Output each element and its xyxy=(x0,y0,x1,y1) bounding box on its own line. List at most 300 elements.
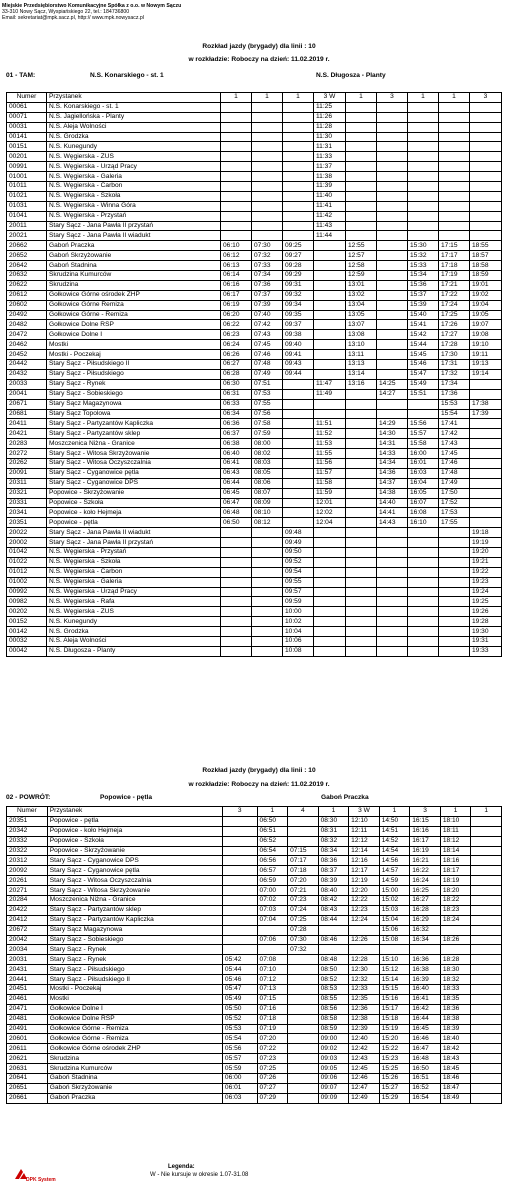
departure-time xyxy=(346,577,377,587)
departure-time xyxy=(252,191,283,201)
departure-time: 11:55 xyxy=(314,449,346,459)
table-row xyxy=(7,172,502,182)
company-address: 33-310 Nowy Sącz, Wyspiańskiego 22, tel.: 184736800 xyxy=(2,9,130,15)
departure-time: 08:31 xyxy=(318,826,349,836)
departure-time xyxy=(252,172,283,182)
departure-time: 16:25 xyxy=(410,886,441,896)
table-row xyxy=(7,1083,502,1093)
stop-number: 20622 xyxy=(7,280,47,290)
departure-time xyxy=(377,320,408,330)
table-row xyxy=(7,577,502,587)
departure-time xyxy=(288,1083,319,1093)
departure-time xyxy=(439,587,470,597)
departure-time xyxy=(221,607,252,617)
departure-time: 19:33 xyxy=(470,646,502,656)
departure-time xyxy=(283,439,314,449)
departure-time: 05:47 xyxy=(222,985,257,995)
departure-time xyxy=(252,152,283,162)
stop-name: N.S. Kunegundy xyxy=(47,142,221,152)
departure-time xyxy=(346,518,377,528)
stop-number: 20311 xyxy=(7,478,47,488)
departure-time: 06:23 xyxy=(221,330,252,340)
table-row xyxy=(7,1064,502,1074)
stop-name: N.S. Węgierska - ZUS xyxy=(47,607,221,617)
departure-time: 12:16 xyxy=(349,856,380,866)
departure-time xyxy=(222,896,257,906)
stop-name: Skrudzina Kumurców xyxy=(47,271,221,281)
departure-time xyxy=(283,142,314,152)
departure-time: 05:44 xyxy=(222,965,257,975)
departure-time: 17:19 xyxy=(439,271,470,281)
departure-time: 16:22 xyxy=(410,866,441,876)
departure-time: 18:11 xyxy=(440,826,471,836)
departure-time xyxy=(439,152,470,162)
departure-time xyxy=(346,468,377,478)
departure-time xyxy=(221,182,252,192)
stop-number: 20271 xyxy=(7,886,48,896)
departure-time: 07:15 xyxy=(257,994,288,1004)
col-header-brigade: 3 xyxy=(470,93,502,103)
departure-time: 15:33 xyxy=(408,261,439,271)
departure-time xyxy=(257,945,288,955)
departure-time: 11:39 xyxy=(314,182,346,192)
col-header-numer: Numer xyxy=(7,93,47,103)
stop-number: 20331 xyxy=(7,498,47,508)
stop-name: Gaboń Praczka xyxy=(47,241,221,251)
stop-number: 20092 xyxy=(7,866,48,876)
departure-time: 11:43 xyxy=(314,221,346,231)
departure-time: 18:23 xyxy=(440,905,471,915)
stop-name: Popowice - pętla xyxy=(47,816,222,826)
stop-number: 20662 xyxy=(7,241,47,251)
departure-time xyxy=(377,251,408,261)
departure-time xyxy=(471,846,502,856)
departure-time xyxy=(377,102,408,112)
departure-time: 07:10 xyxy=(257,965,288,975)
departure-time xyxy=(408,162,439,172)
departure-time: 08:55 xyxy=(318,994,349,1004)
departure-time xyxy=(470,122,502,132)
departure-time: 08:30 xyxy=(318,816,349,826)
stop-name: Stary Sącz - Jana Pawła II wiadukt xyxy=(47,528,221,538)
departure-time xyxy=(283,172,314,182)
departure-time: 12:04 xyxy=(314,518,346,528)
stop-number: 20422 xyxy=(7,905,48,915)
departure-time xyxy=(377,172,408,182)
departure-time: 16:15 xyxy=(410,816,441,826)
legend-text: W - Nie kursuje w okresie 1.07-31.08 xyxy=(150,1172,249,1178)
stop-number: 20632 xyxy=(7,271,47,281)
stop-name: N.S. Węgierska - Rafa xyxy=(47,597,221,607)
stop-number: 00982 xyxy=(7,597,47,607)
departure-time: 07:51 xyxy=(252,379,283,389)
stop-number: 20441 xyxy=(7,975,48,985)
departure-time: 07:19 xyxy=(257,1024,288,1034)
stop-number: 20042 xyxy=(7,935,48,945)
departure-time xyxy=(439,201,470,211)
departure-time xyxy=(314,547,346,557)
stop-name: N.S. Węgierska - Urząd Pracy xyxy=(47,162,221,172)
table-row xyxy=(7,547,502,557)
departure-time xyxy=(439,577,470,587)
col-header-brigade: 3 xyxy=(410,807,441,817)
stop-number: 20442 xyxy=(7,360,47,370)
departure-time: 12:26 xyxy=(349,935,380,945)
col-header-brigade: 1 xyxy=(471,807,502,817)
departure-time xyxy=(283,389,314,399)
departure-time xyxy=(346,567,377,577)
departure-time: 18:45 xyxy=(440,1064,471,1074)
departure-time: 11:47 xyxy=(314,379,346,389)
departure-time: 11:51 xyxy=(314,419,346,429)
departure-time: 08:06 xyxy=(252,478,283,488)
stop-name: Popowice - Szkoła xyxy=(47,836,222,846)
col-header-przystanek: Przystanek xyxy=(47,807,222,817)
departure-time: 08:00 xyxy=(252,439,283,449)
departure-time xyxy=(377,627,408,637)
stop-name: Moszczenica Niżna - Granice xyxy=(47,896,222,906)
departure-time: 07:53 xyxy=(252,389,283,399)
departure-time xyxy=(408,182,439,192)
stop-name: Popowice - Szkoła xyxy=(47,498,221,508)
departure-time xyxy=(252,132,283,142)
departure-time: 07:16 xyxy=(257,1004,288,1014)
departure-time xyxy=(283,231,314,241)
stop-number: 00151 xyxy=(7,142,47,152)
departure-time: 15:30 xyxy=(408,241,439,251)
departure-time: 18:16 xyxy=(440,856,471,866)
col-header-brigade: 1 xyxy=(439,93,470,103)
departure-time: 08:32 xyxy=(318,836,349,846)
departure-time: 18:35 xyxy=(440,994,471,1004)
departure-time xyxy=(408,567,439,577)
departure-time: 08:46 xyxy=(318,935,349,945)
departure-time: 11:41 xyxy=(314,201,346,211)
departure-time: 14:40 xyxy=(377,498,408,508)
stop-number: 20261 xyxy=(7,876,48,886)
departure-time: 15:34 xyxy=(408,271,439,281)
departure-time: 15:42 xyxy=(408,330,439,340)
departure-time xyxy=(252,122,283,132)
table-row xyxy=(7,132,502,142)
departure-time xyxy=(222,826,257,836)
departure-time xyxy=(471,905,502,915)
stop-number: 00152 xyxy=(7,617,47,627)
table-row xyxy=(7,975,502,985)
col-header-brigade: 1 xyxy=(379,807,410,817)
departure-time xyxy=(346,597,377,607)
departure-time xyxy=(346,122,377,132)
departure-time xyxy=(439,617,470,627)
departure-time xyxy=(377,271,408,281)
departure-time: 15:27 xyxy=(379,1083,410,1093)
departure-time xyxy=(283,488,314,498)
timetable-powrot xyxy=(6,806,502,1104)
departure-time xyxy=(288,826,319,836)
stop-name: Stary Sącz - Piłsudskiego II xyxy=(47,975,222,985)
stop-name: N.S. Węgierska - Carbon xyxy=(47,567,221,577)
departure-time xyxy=(221,528,252,538)
departure-time xyxy=(346,636,377,646)
departure-time xyxy=(314,577,346,587)
stop-number: 01031 xyxy=(7,201,47,211)
departure-time: 18:36 xyxy=(440,1004,471,1014)
departure-time xyxy=(252,607,283,617)
departure-time: 16:41 xyxy=(410,994,441,1004)
departure-time xyxy=(377,221,408,231)
departure-time xyxy=(283,132,314,142)
departure-time xyxy=(377,557,408,567)
departure-time xyxy=(221,567,252,577)
departure-time: 07:24 xyxy=(288,905,319,915)
departure-time xyxy=(408,577,439,587)
departure-time: 15:02 xyxy=(379,896,410,906)
stop-number: 01012 xyxy=(7,567,47,577)
col-header-brigade: 3 W xyxy=(349,807,380,817)
departure-time: 18:49 xyxy=(440,1093,471,1103)
table-row xyxy=(7,508,502,518)
departure-time xyxy=(314,567,346,577)
departure-time xyxy=(221,122,252,132)
stop-name: Stary Sącz - Partyzantów sklep xyxy=(47,429,221,439)
stop-name: Skrudzina Kumurców xyxy=(47,1064,222,1074)
departure-time: 18:24 xyxy=(440,915,471,925)
departure-time: 19:26 xyxy=(470,607,502,617)
departure-time xyxy=(346,112,377,122)
departure-time: 07:43 xyxy=(252,330,283,340)
departure-time xyxy=(222,846,257,856)
departure-time: 15:00 xyxy=(379,886,410,896)
departure-time xyxy=(439,627,470,637)
departure-time xyxy=(314,557,346,567)
table-row xyxy=(7,886,502,896)
departure-time: 07:40 xyxy=(252,310,283,320)
departure-time xyxy=(471,935,502,945)
departure-time: 06:31 xyxy=(221,389,252,399)
departure-time xyxy=(471,1083,502,1093)
departure-time: 18:42 xyxy=(440,1044,471,1054)
departure-time xyxy=(377,340,408,350)
departure-time: 13:10 xyxy=(346,340,377,350)
departure-time: 06:54 xyxy=(257,846,288,856)
stop-name: Gołkowice Górne ośrodek ZHP xyxy=(47,290,221,300)
table-row xyxy=(7,985,502,995)
table-row xyxy=(7,597,502,607)
stop-name: N.S. Węgierska - Galeria xyxy=(47,577,221,587)
departure-time: 17:42 xyxy=(439,429,470,439)
table-row xyxy=(7,162,502,172)
departure-time: 17:26 xyxy=(439,320,470,330)
departure-time xyxy=(252,617,283,627)
departure-time: 14:37 xyxy=(377,478,408,488)
departure-time xyxy=(377,122,408,132)
departure-time: 07:42 xyxy=(252,320,283,330)
stop-number: 20492 xyxy=(7,310,47,320)
departure-time xyxy=(408,122,439,132)
departure-time: 18:22 xyxy=(440,896,471,906)
departure-time: 15:26 xyxy=(379,1074,410,1084)
departure-time xyxy=(439,142,470,152)
departure-time xyxy=(314,320,346,330)
stop-name: Stary Sącz - Rynek xyxy=(47,379,221,389)
stop-name: Stary Sącz - Piłsudskiego xyxy=(47,369,221,379)
stop-name: Mostki xyxy=(47,994,222,1004)
stop-name: N.S. Węgierska - ZUS xyxy=(47,152,221,162)
departure-time xyxy=(314,627,346,637)
departure-time xyxy=(408,597,439,607)
stop-number: 20022 xyxy=(7,528,47,538)
stop-number: 20283 xyxy=(7,439,47,449)
departure-time: 11:37 xyxy=(314,162,346,172)
departure-time: 14:57 xyxy=(379,866,410,876)
departure-time: 10:00 xyxy=(283,607,314,617)
table-row xyxy=(7,320,502,330)
departure-time xyxy=(252,627,283,637)
departure-time: 11:25 xyxy=(314,102,346,112)
departure-time: 18:10 xyxy=(440,816,471,826)
departure-time: 16:44 xyxy=(410,1014,441,1024)
departure-time: 14:59 xyxy=(379,876,410,886)
departure-time xyxy=(377,350,408,360)
stop-name: Popowice - Skrzyżowanie xyxy=(47,846,222,856)
departure-time xyxy=(471,896,502,906)
stop-number: 00991 xyxy=(7,162,47,172)
table-row xyxy=(7,876,502,886)
departure-time xyxy=(471,1054,502,1064)
departure-time: 15:06 xyxy=(379,925,410,935)
departure-time: 16:38 xyxy=(410,965,441,975)
departure-time xyxy=(314,528,346,538)
departure-time: 19:30 xyxy=(470,627,502,637)
departure-time xyxy=(221,162,252,172)
table-row xyxy=(7,816,502,826)
departure-time: 16:17 xyxy=(410,836,441,846)
departure-time: 12:28 xyxy=(349,955,380,965)
departure-time xyxy=(346,211,377,221)
departure-time xyxy=(283,211,314,221)
departure-time: 16:19 xyxy=(410,846,441,856)
departure-time xyxy=(439,211,470,221)
table-row xyxy=(7,896,502,906)
departure-time xyxy=(288,985,319,995)
departure-time: 11:49 xyxy=(314,389,346,399)
departure-time: 07:17 xyxy=(288,856,319,866)
departure-time: 16:05 xyxy=(408,488,439,498)
table-row xyxy=(7,300,502,310)
departure-time: 09:59 xyxy=(283,597,314,607)
departure-time: 08:40 xyxy=(318,886,349,896)
stop-number: 00992 xyxy=(7,587,47,597)
departure-time: 18:39 xyxy=(440,1024,471,1034)
departure-time xyxy=(283,399,314,409)
stop-number: 20342 xyxy=(7,826,48,836)
departure-time: 16:54 xyxy=(410,1093,441,1103)
stop-number: 01001 xyxy=(7,172,47,182)
departure-time xyxy=(408,617,439,627)
stop-name: Stary Sącz - Sobieskiego xyxy=(47,389,221,399)
table-row xyxy=(7,369,502,379)
departure-time xyxy=(314,399,346,409)
stop-name: Mostki xyxy=(47,340,221,350)
departure-time: 07:06 xyxy=(257,935,288,945)
departure-time: 06:37 xyxy=(221,429,252,439)
stop-name: Stary Sącz - Cyganowice pętla xyxy=(47,866,222,876)
table-row xyxy=(7,449,502,459)
table-row xyxy=(7,389,502,399)
departure-time xyxy=(439,172,470,182)
departure-time: 12:46 xyxy=(349,1074,380,1084)
stop-number: 20621 xyxy=(7,1054,48,1064)
departure-time xyxy=(283,518,314,528)
stop-name: N.S. Węgierska - Szkoła xyxy=(47,557,221,567)
departure-time: 07:58 xyxy=(252,419,283,429)
departure-time xyxy=(283,379,314,389)
departure-time xyxy=(283,162,314,172)
departure-time: 07:25 xyxy=(257,1064,288,1074)
departure-time: 12:20 xyxy=(349,886,380,896)
departure-time xyxy=(377,597,408,607)
departure-time xyxy=(470,458,502,468)
departure-time: 08:12 xyxy=(252,518,283,528)
departure-time xyxy=(377,330,408,340)
departure-time xyxy=(288,975,319,985)
departure-time: 18:26 xyxy=(440,935,471,945)
stop-number: 20011 xyxy=(7,221,47,231)
departure-time: 16:24 xyxy=(410,876,441,886)
stop-name: N.S. Węgierska - Galeria xyxy=(47,172,221,182)
departure-time: 15:39 xyxy=(408,300,439,310)
departure-time xyxy=(470,478,502,488)
departure-time: 14:27 xyxy=(377,389,408,399)
departure-time xyxy=(470,152,502,162)
departure-time xyxy=(222,876,257,886)
departure-time xyxy=(471,1093,502,1103)
table-row xyxy=(7,646,502,656)
stop-name: N.S. Kunegundy xyxy=(47,617,221,627)
departure-time: 14:36 xyxy=(377,468,408,478)
departure-time xyxy=(221,132,252,142)
stop-number: 20451 xyxy=(7,985,48,995)
departure-time: 07:55 xyxy=(252,399,283,409)
table-row xyxy=(7,112,502,122)
departure-time xyxy=(408,646,439,656)
departure-time: 15:04 xyxy=(379,915,410,925)
section1-title: Rozkład jazdy (brygady) dla linii : 10 xyxy=(202,43,316,50)
departure-time: 17:45 xyxy=(439,449,470,459)
stop-number: 20351 xyxy=(7,816,48,826)
departure-time: 19:07 xyxy=(470,320,502,330)
departure-time xyxy=(346,478,377,488)
departure-time: 16:21 xyxy=(410,856,441,866)
stop-name: Gaboń Skrzyżowanie xyxy=(47,1083,222,1093)
departure-time: 15:16 xyxy=(379,994,410,1004)
departure-time xyxy=(439,557,470,567)
departure-time xyxy=(252,528,283,538)
departure-time: 06:33 xyxy=(221,399,252,409)
departure-time: 15:49 xyxy=(408,379,439,389)
departure-time: 09:28 xyxy=(283,261,314,271)
stop-number: 20671 xyxy=(7,399,47,409)
departure-time xyxy=(314,360,346,370)
departure-time xyxy=(252,577,283,587)
departure-time: 17:31 xyxy=(439,360,470,370)
departure-time xyxy=(346,587,377,597)
departure-time: 15:14 xyxy=(379,975,410,985)
departure-time: 12:55 xyxy=(346,241,377,251)
departure-time: 16:10 xyxy=(408,518,439,528)
departure-time xyxy=(408,211,439,221)
departure-time: 09:43 xyxy=(283,360,314,370)
